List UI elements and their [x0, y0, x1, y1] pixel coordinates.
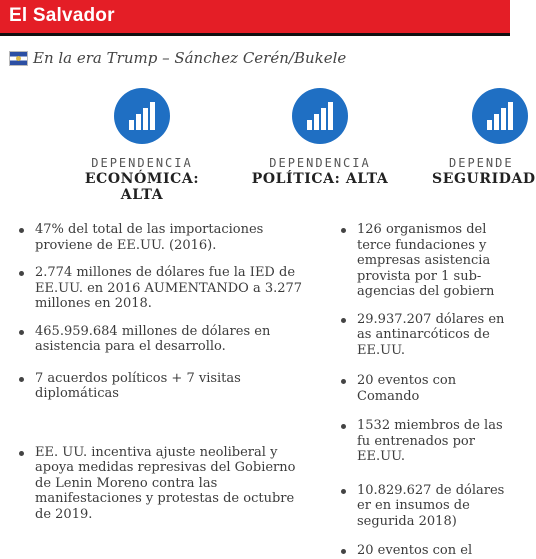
- list-item: 10.829.627 de dólares er en insumos de segurida 2018): [336, 483, 511, 530]
- list-item: 47% del total de las importaciones proviene de EE.UU. (2016).: [14, 222, 314, 253]
- list-item: 29.937.207 dólares en as antinarcóticos de EE.UU.: [336, 312, 511, 359]
- dependency-label: DEPENDE: [449, 156, 514, 170]
- dependency-label: DEPENDENCIA: [91, 156, 193, 170]
- list-item: 20 eventos con el: [336, 543, 511, 559]
- list-item: 1532 miembros de las fu entrenados por EE.UU.: [336, 418, 511, 465]
- dependency-value: ECONÓMICA: ALTA: [84, 171, 200, 203]
- list-item: 2.774 millones de dólares fue la IED de EE.UU. en 2016 AUMENTANDO a 3.277 millones en 2018.: [14, 265, 314, 312]
- dependency-value: POLÍTICA: ALTA: [251, 171, 389, 187]
- list-item: EE. UU. incentiva ajuste neoliberal y apoya medidas represivas del Gobierno de Lenin Moreno contra las manifestaciones y protestas de octubre de 2019.: [14, 445, 314, 523]
- list-item: 20 eventos con Comando: [336, 373, 511, 404]
- security-facts-list: [336, 222, 511, 559]
- list-item: 126 organismos del terce fundaciones y empresas asistencia provista por 1 sub-agencias del gobiern: [336, 222, 511, 300]
- dependency-value: SEGURIDAD: [432, 171, 536, 187]
- list-item: 465.959.684 millones de dólares en asistencia para el desarrollo.: [14, 324, 314, 355]
- list-item: 7 acuerdos políticos + 7 visitas diplomáticas: [14, 371, 314, 402]
- subtitle-text: En la era Trump – Sánchez Cerén/Bukele: [33, 49, 347, 67]
- page-title: El Salvador: [9, 5, 115, 26]
- dependency-label: DEPENDENCIA: [269, 156, 371, 170]
